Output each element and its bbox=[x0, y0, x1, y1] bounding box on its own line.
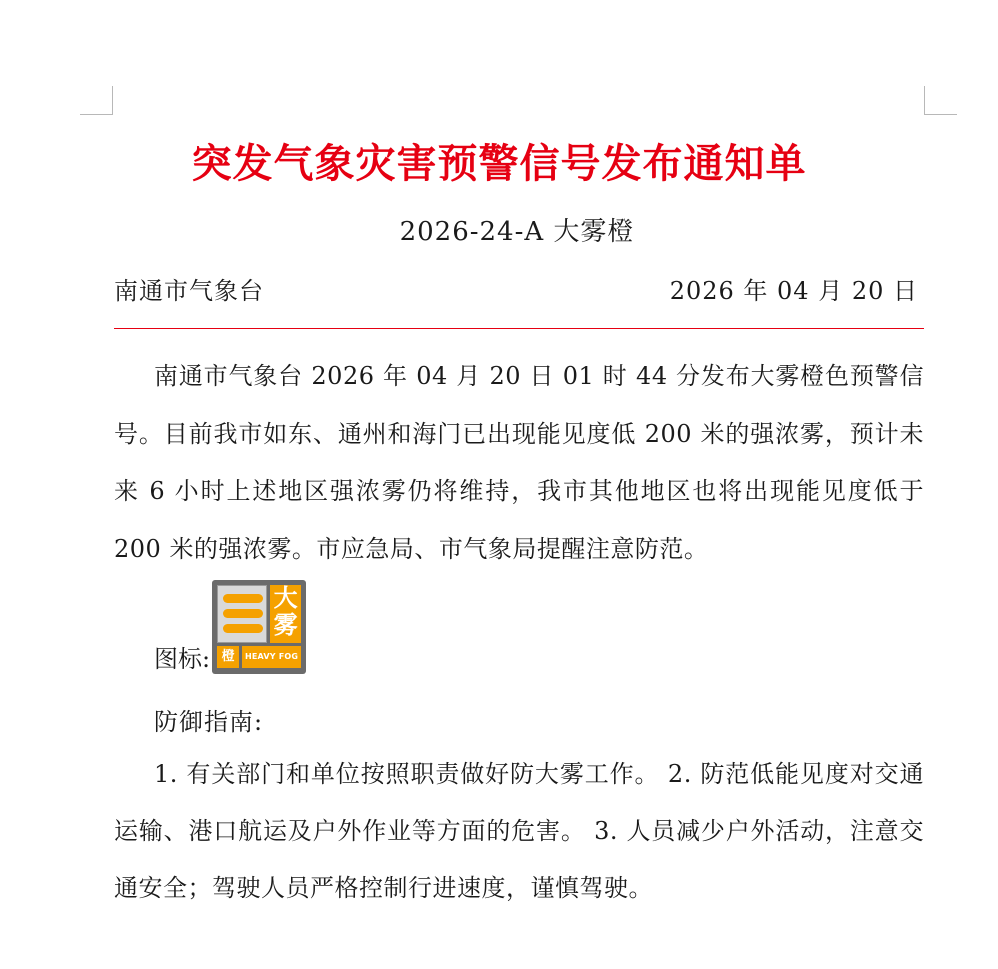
guide-text: 1. 有关部门和单位按照职责做好防大雾工作。 2. 防范低能见度对交通运输、港口航运及户外作业等方面的危害。 3. 人员减少户外活动，注意交通安全；驾驶人员严格控制行进速度，谨慎驾驶。 bbox=[114, 760, 924, 902]
crop-mark-top-right bbox=[924, 86, 957, 115]
icon-row bbox=[154, 578, 306, 674]
warning-body: 南通市气象台 2026 年 04 月 20 日 01 时 44 分发布大雾橙色预警信号。目前我市如东、通州和海门已出现能见度低 200 米的强浓雾，预计未来 6 小时上述地区强浓雾仍将维持，我市其他地区也将出现能见度低于 200 米的强浓雾。市应急局、市气象局提醒注意防范。 bbox=[114, 362, 924, 563]
fog-bar bbox=[223, 594, 263, 603]
signal-color-text: 橙 bbox=[217, 646, 239, 668]
icon-label: 图标: bbox=[154, 645, 211, 673]
signal-english-text: HEAVY FOG bbox=[242, 646, 301, 668]
crop-mark-top-left bbox=[80, 86, 113, 115]
heavy-fog-orange-signal-icon bbox=[212, 580, 306, 674]
fog-bar bbox=[223, 609, 263, 618]
issue-date: 2026 年 04 月 20 日 bbox=[669, 277, 918, 305]
fog-bar bbox=[223, 624, 263, 633]
signal-main-text: 大雾 bbox=[270, 585, 301, 643]
issue-number: 2026-24-A 大雾橙 bbox=[399, 217, 635, 247]
fog-bars-icon bbox=[217, 585, 267, 643]
guide-heading: 防御指南: bbox=[154, 708, 264, 736]
document-title: 突发气象灾害预警信号发布通知单 bbox=[191, 140, 807, 187]
red-divider bbox=[114, 328, 924, 329]
issuer: 南通市气象台 bbox=[114, 277, 264, 305]
